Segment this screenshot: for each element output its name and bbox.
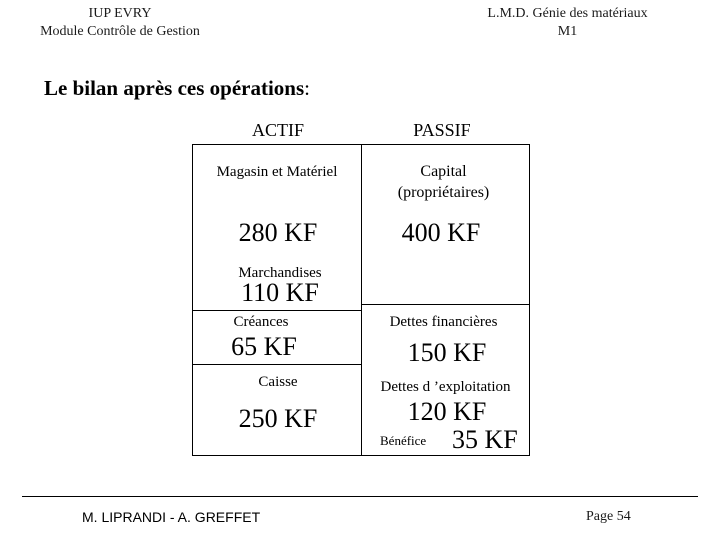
actif-creances-value: 65 KF [231, 332, 297, 361]
header-program: IUP EVRY [88, 6, 152, 21]
header-level: M1 [557, 24, 578, 39]
passif-header: PASSIF [413, 120, 471, 140]
passif-capital-value: 400 KF [401, 218, 481, 247]
actif-caisse-label: Caisse [258, 374, 298, 390]
actif-magasin-label: Magasin et Matériel [216, 164, 338, 180]
passif-benefice-label: Bénéfice [380, 433, 427, 448]
passif-dettes-fin-value: 150 KF [407, 338, 487, 367]
actif-caisse-value: 250 KF [238, 404, 318, 433]
header-module: Module Contrôle de Gestion [40, 24, 200, 39]
passif-capital-divider [361, 304, 530, 305]
passif-dettes-fin-label: Dettes financières [389, 314, 498, 330]
actif-creances-label: Créances [233, 314, 289, 330]
actif-marchandises-label: Marchandises [238, 265, 322, 281]
actif-magasin-value: 280 KF [238, 218, 318, 247]
actif-creances-divider [192, 364, 362, 365]
footer-divider [22, 496, 698, 497]
passif-capital-label: Capital [420, 163, 467, 180]
footer-authors: M. LIPRANDI - A. GREFFET [82, 509, 261, 525]
page-title-text: Le bilan après ces opérations [44, 76, 305, 100]
passif-dettes-exp-value: 120 KF [407, 397, 487, 426]
page-title [44, 76, 310, 101]
actif-header: ACTIF [251, 120, 304, 140]
header-course: L.M.D. Génie des matériaux [487, 6, 648, 21]
passif-capital-sublabel: (propriétaires) [397, 184, 490, 201]
right-border [529, 144, 530, 456]
footer-page-number: Page 54 [586, 509, 631, 524]
passif-dettes-exp-label: Dettes d ’exploitation [380, 379, 511, 395]
passif-benefice-value: 35 KF [452, 425, 518, 454]
header-right [460, 5, 675, 41]
page-title-colon: : [304, 76, 311, 100]
actif-marchandises-value: 110 KF [241, 278, 319, 307]
header-left [20, 5, 220, 41]
